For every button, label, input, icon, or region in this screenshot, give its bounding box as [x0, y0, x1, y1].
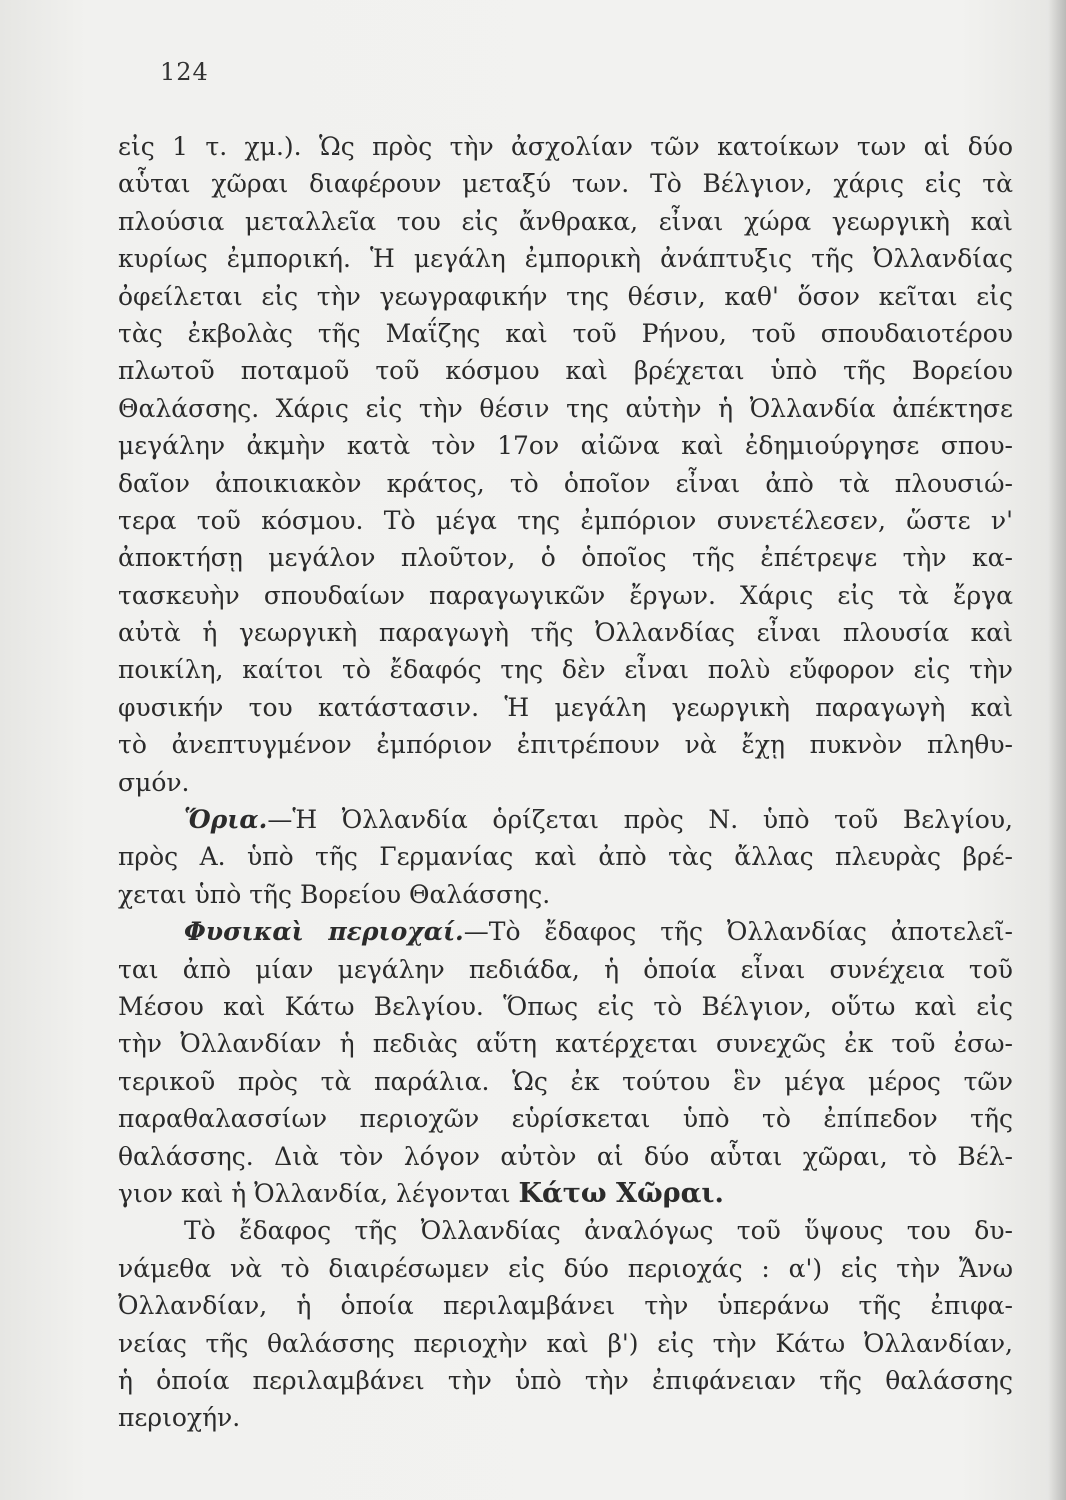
text-line: πλωτοῦ ποταμοῦ τοῦ κόσμου καὶ βρέχεται ὑπὸ τῆς Βορείου: [118, 356, 1013, 386]
text-line: —Ἡ Ὀλλανδία ὁρίζεται πρὸς Ν. ὑπὸ τοῦ Βελγίου,: [267, 805, 1013, 835]
text-line: τὰς ἐκβολὰς τῆς Μαΐζης καὶ τοῦ Ρήνου, τοῦ σπουδαιοτέρου: [118, 318, 1013, 348]
text-line: ποικίλη, καίτοι τὸ ἔδαφός της δὲν εἶναι πολὺ εὔφορον εἰς τὴν: [118, 655, 1013, 685]
text-line: χεται ὑπὸ τῆς Βορείου Θαλάσσης.: [118, 879, 551, 909]
text-line: πλούσια μεταλλεῖα του εἰς ἄνθρακα, εἶναι χώρα γεωργικὴ καὶ: [118, 206, 1013, 236]
body-text: [118, 128, 1013, 1437]
text-line: πρὸς Α. ὑπὸ τῆς Γερμανίας καὶ ἀπὸ τὰς ἄλλας πλευρὰς βρέ-: [118, 842, 1013, 872]
text-line: ὀφείλεται εἰς τὴν γεωγραφικήν της θέσιν, καθ' ὅσον κεῖται εἰς: [118, 281, 1013, 311]
text-line: τερα τοῦ κόσμου. Τὸ μέγα της ἐμπόριον συνετέλεσεν, ὥστε ν': [118, 505, 1013, 535]
text-line: αὗται χῶραι διαφέρουν μεταξύ των. Τὸ Βέλγιον, χάρις εἰς τὰ: [118, 169, 1013, 199]
text-line: Τὸ ἔδαφος τῆς Ὀλλανδίας ἀναλόγως τοῦ ὕψους του δυ-: [184, 1216, 1013, 1246]
text-line-with-emphasis: [118, 1175, 1013, 1212]
text-line: αὐτὰ ἡ γεωργικὴ παραγωγὴ τῆς Ὀλλανδίας εἶναι πλουσία καὶ: [118, 618, 1013, 648]
section-line-regions: [118, 913, 1013, 950]
text-line: θαλάσσης. Διὰ τὸν λόγον αὐτὸν αἱ δύο αὗται χῶραι, τὸ Βέλ-: [118, 1141, 1013, 1171]
text-line: δαῖον ἀποικιακὸν κράτος, τὸ ὁποῖον εἶναι ἀπὸ τὰ πλουσιώ-: [118, 468, 1013, 498]
section-heading-borders: Ὅρια.: [184, 805, 268, 835]
text-line: —Τὸ ἔδαφος τῆς Ὀλλανδίας ἀποτελεῖ-: [463, 917, 1013, 947]
text-line: μεγάλην ἀκμὴν κατὰ τὸν 17ον αἰῶνα καὶ ἐδημιούργησε σπου-: [118, 431, 1013, 461]
section-line-borders: [118, 801, 1013, 838]
text-line: νείας τῆς θαλάσσης περιοχὴν καὶ β') εἰς τὴν Κάτω Ὀλλανδίαν,: [118, 1328, 1013, 1358]
text-line: Θαλάσσης. Χάρις εἰς τὴν θέσιν της αὐτὴν ἡ Ὀλλανδία ἀπέκτησε: [118, 393, 1013, 423]
text-line: νάμεθα νὰ τὸ διαιρέσωμεν εἰς δύο περιοχάς : α') εἰς τὴν Ἄνω: [118, 1253, 1013, 1283]
text-line: ἀποκτήσῃ μεγάλον πλοῦτον, ὁ ὁποῖος τῆς ἐπέτρεψε τὴν κα-: [118, 543, 1013, 573]
text-line: παραθαλασσίων περιοχῶν εὑρίσκεται ὑπὸ τὸ ἐπίπεδον τῆς: [118, 1104, 1013, 1134]
text-line: Μέσου καὶ Κάτω Βελγίου. Ὅπως εἰς τὸ Βέλγιον, οὕτω καὶ εἰς: [118, 991, 1013, 1021]
text-line: κυρίως ἐμπορική. Ἡ μεγάλη ἐμπορικὴ ἀνάπτυξις τῆς Ὀλλανδίας: [118, 244, 1013, 274]
page-number: 124: [160, 58, 209, 86]
text-line: ἡ ὁποία περιλαμβάνει τὴν ὑπὸ τὴν ἐπιφάνειαν τῆς θαλάσσης: [118, 1365, 1013, 1395]
text-line: Ὀλλανδίαν, ἡ ὁποία περιλαμβάνει τὴν ὑπεράνω τῆς ἐπιφα-: [118, 1291, 1013, 1321]
text-line: σμόν.: [118, 767, 190, 797]
page-edge-shadow: [1048, 0, 1066, 1500]
text-line: περιοχήν.: [118, 1403, 241, 1433]
text-line: ται ἀπὸ μίαν μεγάλην πεδιάδα, ἡ ὁποία εἶναι συνέχεια τοῦ: [118, 954, 1013, 984]
text-line: εἰς 1 τ. χμ.). Ὡς πρὸς τὴν ἀσχολίαν τῶν κατοίκων των αἱ δύο: [118, 132, 1013, 161]
text-line: γιον καὶ ἡ Ὀλλανδία, λέγονται: [118, 1178, 511, 1208]
section-heading-regions: Φυσικαὶ περιοχαί.: [184, 917, 464, 947]
text-line: τερικοῦ πρὸς τὰ παράλια. Ὡς ἐκ τούτου ἓν μέγα μέρος τῶν: [118, 1066, 1013, 1096]
text-line: τὸ ἀνεπτυγμένον ἐμπόριον ἐπιτρέπουν νὰ ἔχῃ πυκνὸν πληθυ-: [118, 730, 1013, 760]
text-line: τασκευὴν σπουδαίων παραγωγικῶν ἔργων. Χάρις εἰς τὰ ἔργα: [118, 580, 1013, 610]
emphasis-term: Κάτω Χῶραι.: [518, 1177, 724, 1209]
text-line: φυσικήν του κατάστασιν. Ἡ μεγάλη γεωργικὴ παραγωγὴ καὶ: [118, 692, 1013, 722]
text-line: τὴν Ὀλλανδίαν ἡ πεδιὰς αὕτη κατέρχεται συνεχῶς ἐκ τοῦ ἐσω-: [118, 1029, 1013, 1059]
